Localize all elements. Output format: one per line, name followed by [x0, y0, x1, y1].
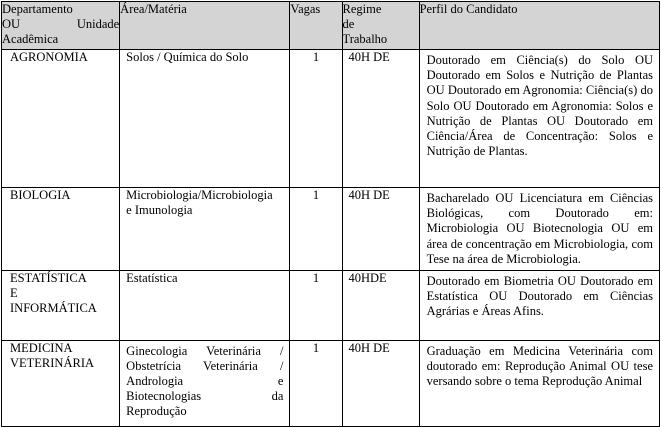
departamento-value: AGRONOMIA	[10, 50, 88, 64]
cell-departamento	[2, 188, 120, 271]
area-value: Solos / Química do Solo	[126, 50, 249, 64]
column-header-perfil: Perfil do Candidato	[419, 2, 659, 50]
area-value	[126, 188, 283, 218]
vagas-value: 1	[312, 50, 320, 64]
regime-value: 40HDE	[348, 271, 387, 286]
cell-vagas	[290, 50, 342, 188]
document-page	[0, 1, 661, 419]
vagas-value: 1	[312, 188, 320, 202]
cell-area	[120, 341, 290, 427]
cell-perfil	[419, 50, 659, 188]
column-header-regime-line-3: Trabalho	[342, 32, 388, 46]
cell-departamento	[2, 50, 120, 188]
cell-perfil	[419, 271, 659, 341]
column-header-departamento-line-3: Acadêmica	[2, 32, 59, 46]
cell-vagas	[290, 341, 342, 427]
table-header	[2, 2, 660, 50]
area-line-1: Ginecologia Veterinária /	[126, 344, 284, 359]
area-line-5: Reprodução	[126, 404, 187, 419]
departamento-line-1: ESTATÍSTICA	[10, 271, 87, 286]
table-row	[2, 341, 660, 427]
regime-value: 40H DE	[348, 341, 390, 356]
column-header-regime-line-2: de	[342, 17, 355, 31]
cell-area	[120, 50, 290, 188]
perfil-value: Bacharelado OU Licenciatura em Ciências Biológicas, com Doutorado em: Microbiologia OU Biotecnologia OU em área de concentração em Microbiologia, com Tese na área de Microbiologia.	[426, 191, 653, 266]
cell-area	[120, 271, 290, 341]
departamento-line-3: INFORMÁTICA	[10, 301, 97, 316]
column-header-regime	[342, 2, 419, 50]
table-header-row	[2, 2, 660, 50]
cell-vagas	[290, 188, 342, 271]
cell-regime	[342, 50, 419, 188]
departamento-line-2: VETERINÁRIA	[10, 356, 95, 371]
column-header-departamento-line-1: Departamento	[2, 2, 73, 16]
cell-vagas	[290, 271, 342, 341]
vagas-value: 1	[312, 271, 320, 286]
vacancy-table	[1, 1, 660, 427]
perfil-value: Graduação em Medicina Veterinária com doutorado em: Reprodução Animal OU tese versando sobre o tema Reprodução Animal	[426, 344, 653, 389]
column-header-departamento	[2, 2, 120, 50]
perfil-value: Doutorado em Biometria OU Doutorado em Estatística OU Doutorado em Ciências Agrárias e Áreas Afins.	[426, 274, 653, 319]
departamento-value: BIOLOGIA	[10, 188, 71, 202]
area-line-2: e Imunologia	[126, 203, 193, 217]
column-header-area: Área/Matéria	[120, 2, 290, 50]
departamento-value	[10, 341, 94, 371]
area-line-1: Microbiologia/Microbiologia	[126, 188, 273, 202]
column-header-vagas: Vagas	[290, 2, 342, 50]
column-header-departamento-line-2: OU Unidade	[2, 17, 120, 31]
cell-departamento	[2, 341, 120, 427]
table-row	[2, 50, 660, 188]
vagas-value: 1	[312, 341, 320, 356]
regime-value: 40H DE	[348, 188, 390, 202]
cell-departamento	[2, 271, 120, 341]
column-header-regime-line-1: Regime	[342, 2, 382, 16]
area-line-4: Biotecnologias da	[126, 389, 284, 404]
departamento-line-2: E	[10, 286, 18, 301]
perfil-value: Doutorado em Ciência(s) do Solo OU Doutorado em Solos e Nutrição de Plantas OU Doutorado em Agronomia: Ciência(s) do Solo OU Doutorado em Agronomia: Solos e Nutrição de Plantas OU Doutorado em Ciência/Área de Concentração: Solos e Nutrição de Plantas.	[426, 53, 653, 159]
table-row	[2, 271, 660, 341]
departamento-value	[10, 271, 97, 316]
cell-regime	[342, 271, 419, 341]
cell-regime	[342, 188, 419, 271]
cell-regime	[342, 341, 419, 427]
table-row	[2, 188, 660, 271]
table-body	[2, 50, 660, 427]
area-line-3: Andrologia e	[126, 374, 284, 389]
area-line-2: Obstetrícia Veterinária /	[126, 359, 284, 374]
cell-perfil	[419, 341, 659, 427]
cell-perfil	[419, 188, 659, 271]
cell-area	[120, 188, 290, 271]
area-value: Estatística	[126, 271, 178, 286]
regime-value: 40H DE	[348, 50, 390, 64]
area-value	[126, 344, 283, 419]
departamento-line-1: MEDICINA	[10, 341, 73, 356]
